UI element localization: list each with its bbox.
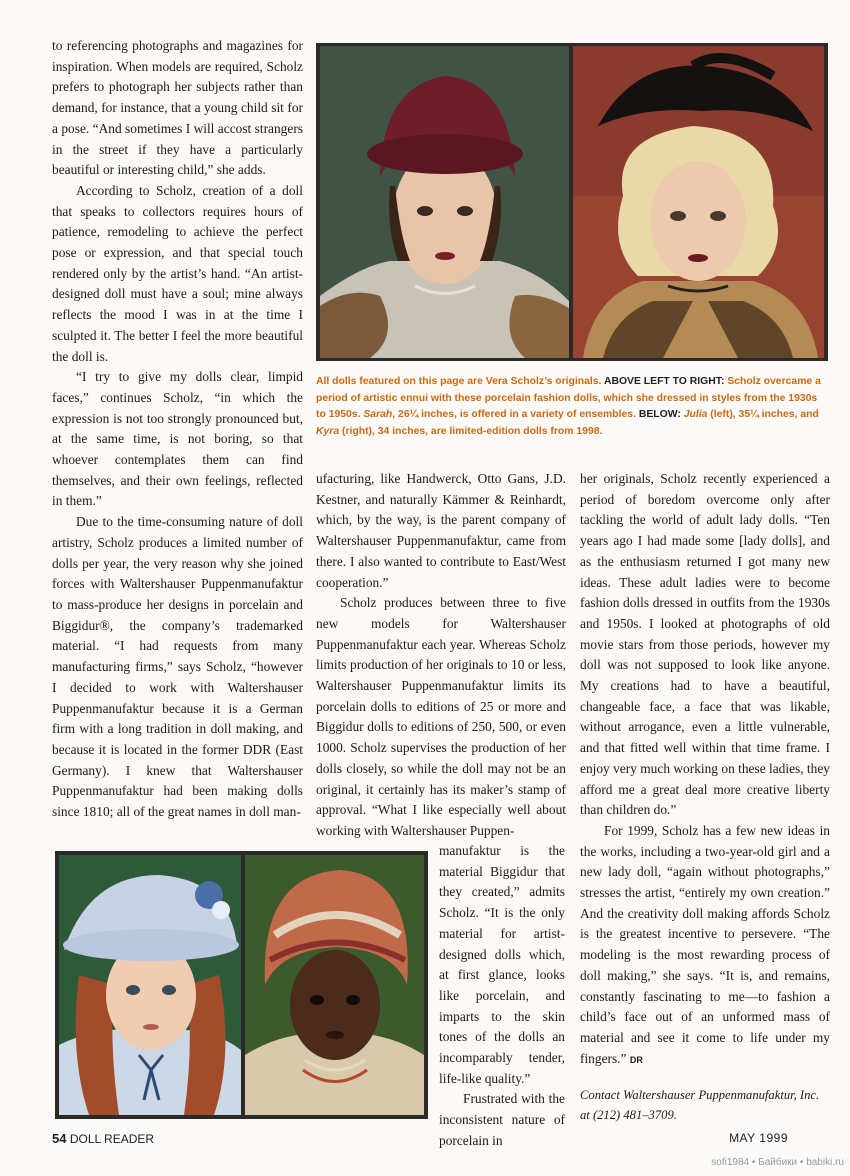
photo-fashion-doll-blonde bbox=[573, 46, 824, 358]
article-column-2-continued bbox=[439, 841, 565, 1152]
article-column-1 bbox=[52, 36, 303, 823]
end-mark: DR bbox=[629, 1054, 643, 1065]
caption-label-below: BELOW: bbox=[638, 409, 681, 421]
paragraph-text: For 1999, Scholz has a few new ideas in the works, including a two-year-old girl and a new lady doll, “again without photographs,” stresses the artist, “entirely my own creation.” And the creativity doll making affords Scholz is the greatest incentive to persevere. “The modeling is the most rewarding process of doll making,” she says. “It is, and remains, constantly fascinating to me—to fashion a child’s face out of an unformed mass of material and see it come to life under my fingers.” bbox=[580, 822, 830, 1066]
paragraph: According to Scholz, creation of a doll that speaks to collectors requires hours of patience, remodeling to achieve the perfect pose or expression, and that special touch rendered only by the artist’s hand. “An artist-designed doll must have a soul; mine always reflects the mood I was in at the time I sculpted it. The better I feel the more beautiful the doll is. bbox=[52, 182, 303, 364]
paragraph: Due to the time-consuming nature of doll artistry, Scholz produces a limited number of dolls per year, the very reason why she joined forces with Waltershauser Puppenmanufaktur to mass-produce her designs in porcelain and Biggidur®, the company’s trademarked material. “I had requests from many manufacturing firms,” says Scholz, “however I decided to work with Waltershauser Puppenmanufaktur because it is a German firm with a long tradition in doll making, and because it is located in the former DDR (East Germany). I knew that Waltershauser Puppenmanufaktur had been making dolls since 1810; all of the great names in doll man- bbox=[52, 514, 303, 820]
paragraph: to referencing photographs and magazines for inspiration. When models are required, Scholz prefers to photograph her subjects rather than demand, for instance, that a young child sit for a pose. “And sometimes I will accost strangers in the street if they have a particularly beautiful or interesting child,” she adds. bbox=[52, 38, 303, 178]
photo-julia-doll bbox=[59, 855, 241, 1115]
photo-caption bbox=[316, 374, 828, 440]
paragraph: ufacturing, like Handwerck, Otto Gans, J.D. Kestner, and naturally Kämmer & Reinhardt, which, by the way, is the parent company of Waltershauser Puppenmanufaktur, came from there. I also wanted to contribute to East/West cooperation.” bbox=[316, 471, 566, 590]
article-column-3 bbox=[580, 469, 830, 1070]
caption-text: Scholz overcame a period of artistic ennui with these porcelain fashion dolls, which she dressed in styles from the 1930s to 1950s. bbox=[316, 376, 821, 421]
caption-doll-name: Kyra bbox=[316, 425, 340, 437]
paragraph bbox=[580, 821, 830, 1070]
issue-date: MAY 1999 bbox=[729, 1131, 788, 1145]
folio bbox=[52, 1131, 154, 1146]
page-number: 54 bbox=[52, 1131, 67, 1146]
photo-sarah-doll bbox=[320, 46, 569, 358]
caption-text: (left), 35¼ inches, and bbox=[707, 409, 819, 421]
caption-text: (right), 34 inches, are limited-edition dolls from 1998. bbox=[339, 425, 603, 437]
article-column-2 bbox=[316, 469, 566, 842]
contact-note: Contact Waltershauser Puppenmanufaktur, Inc. at (212) 481–3709. bbox=[580, 1088, 820, 1122]
caption-doll-name: Sarah bbox=[363, 409, 393, 421]
caption-doll-name: Julia bbox=[683, 409, 708, 421]
caption-label-above: ABOVE LEFT TO RIGHT: bbox=[603, 376, 725, 387]
caption-lead: All dolls featured on this page are Vera Scholz’s originals. bbox=[316, 376, 602, 387]
paragraph: her originals, Scholz recently experienced a period of boredom overcome only after tackling the world of adult lady dolls. “Ten years ago I had made some [lady dolls], and as the enthusiasm returned I got many new ideas. These adult ladies were to become fashion dolls dressed in outfits from the 1930s and 1950s. I looked at photographs of old movie stars from those periods, however my doll was not supposed to look like anyone. My creations had to have a beautiful, changeable face, a face that was likable, without arrogance, even a little vulnerable, and that fitted well within that time frame. I enjoy very much working on these ladies, they afford me a great deal more creative liberty than children do.” bbox=[580, 471, 830, 818]
magazine-name: DOLL READER bbox=[69, 1132, 155, 1146]
caption-text: , 26¼ inches, is offered in a variety of ensembles. bbox=[392, 409, 636, 421]
paragraph: Frustrated with the inconsistent nature of porcelain in bbox=[439, 1091, 565, 1148]
paragraph: Scholz produces between three to five new models for Waltershauser Puppenmanufaktur each year. Whereas Scholz limits production of her originals to 10 or less, Waltershauser Puppenmanufaktur limits its porcelain dolls to editions of 25 or more and Biggidur dolls to editions of 250, 500, or even 1000. Scholz supervises the production of her dolls closely, so while the doll may not be an original, it certainly has its maker’s stamp of approval. “What I like especially well about working with Waltershauser Puppen- bbox=[316, 595, 566, 838]
watermark: sofi1984 • Байбики • babiki.ru bbox=[711, 1157, 844, 1168]
paragraph: manufaktur is the material Biggidur that they created,” admits Scholz. “It is the only material for artist-designed dolls which, at first glance, looks like porcelain, and imparts to the skin tones of the dolls an incomparably tender, life-like quality.” bbox=[439, 843, 565, 1086]
photo-kyra-doll bbox=[245, 855, 424, 1115]
paragraph: “I try to give my dolls clear, limpid faces,” continues Scholz, “in which the expression is not too strongly pronounced but, at the same time, is not boring, so that whoever contemplates them can find themselves, and their own feelings, reflected in them.” bbox=[52, 369, 303, 509]
